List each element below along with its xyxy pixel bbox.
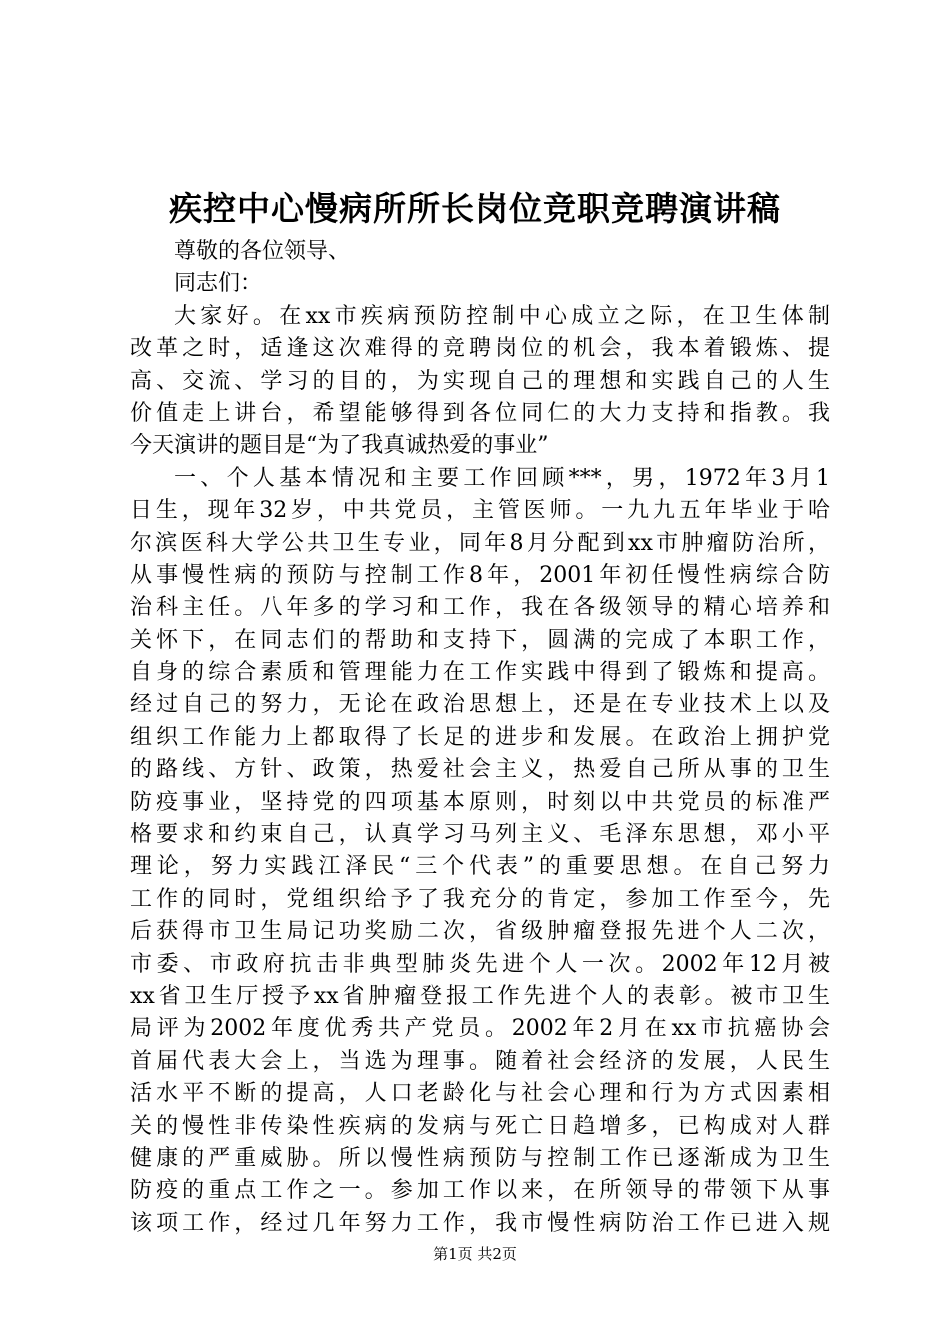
paragraph-line: 防疫的重点工作之一。参加工作以来，在所领导的带领下从事	[130, 1178, 830, 1204]
greeting-line: 同志们：	[174, 271, 263, 297]
paragraph-line: 一、个人基本情况和主要工作回顾***，男，1972年3月1	[174, 465, 830, 491]
paragraph-line: 活水平不断的提高，人口老龄化与社会心理和行为方式因素相	[130, 1081, 830, 1107]
paragraph-line: 自身的综合素质和管理能力在工作实践中得到了锻炼和提高。	[130, 660, 830, 686]
paragraph-line: 健康的严重威胁。所以慢性病预防与控制工作已逐渐成为卫生	[130, 1145, 830, 1171]
paragraph-line: 日生，现年32岁，中共党员，主管医师。一九九五年毕业于哈	[130, 498, 830, 524]
paragraph-line: 经过自己的努力，无论在政治思想上，还是在专业技术上以及	[130, 692, 830, 718]
paragraph-line: 大家好。在xx市疾病预防控制中心成立之际，在卫生体制	[174, 303, 830, 329]
paragraph-line: xx省卫生厅授予xx省肿瘤登报工作先进个人的表彰。被市卫生	[130, 983, 830, 1009]
paragraph-line: 组织工作能力上都取得了长足的进步和发展。在政治上拥护党	[130, 724, 830, 750]
greeting-line: 尊敬的各位领导、	[174, 239, 351, 264]
paragraph-line: 的路线、方针、政策，热爱社会主义，热爱自己所从事的卫生	[130, 757, 830, 783]
paragraph-line: 局评为2002年度优秀共产党员。2002年2月在xx市抗癌协会	[130, 1016, 830, 1042]
paragraph-line: 格要求和约束自己，认真学习马列主义、毛泽东思想，邓小平	[130, 822, 830, 848]
paragraph-line: 价值走上讲台，希望能够得到各位同仁的大力支持和指教。我	[130, 400, 830, 426]
paragraph-line: 后获得市卫生局记功奖励二次，省级肿瘤登报先进个人二次，	[130, 919, 830, 945]
document-body	[130, 236, 830, 1240]
paragraph-line: 今天演讲的题目是“为了我真诚热爱的事业”	[130, 433, 549, 459]
paragraph-line: 关怀下，在同志们的帮助和支持下，圆满的完成了本职工作，	[130, 627, 830, 653]
page-footer: 第1页 共2页	[433, 1245, 517, 1263]
paragraph-line: 防疫事业，坚持党的四项基本原则，时刻以中共党员的标准严	[130, 789, 830, 815]
paragraph-line: 治科主任。八年多的学习和工作，我在各级领导的精心培养和	[130, 595, 830, 621]
paragraph-line: 理论，努力实践江泽民“三个代表”的重要思想。在自己努力	[130, 854, 830, 880]
document-title: 疾控中心慢病所所长岗位竞职竞聘演讲稿	[169, 189, 781, 228]
paragraph-line: 高、交流、学习的目的，为实现自己的理想和实践自己的人生	[130, 368, 830, 394]
paragraph-line: 改革之时，适逢这次难得的竞聘岗位的机会，我本着锻炼、提	[130, 336, 830, 362]
paragraph-line: 尔滨医科大学公共卫生专业，同年8月分配到xx市肿瘤防治所，	[130, 530, 830, 556]
paragraph-line: 市委、市政府抗击非典型肺炎先进个人一次。2002年12月被	[130, 951, 830, 977]
paragraph-line: 关的慢性非传染性疾病的发病与死亡日趋增多，已构成对人群	[130, 1113, 830, 1139]
paragraph-line: 从事慢性病的预防与控制工作8年，2001年初任慢性病综合防	[130, 562, 830, 588]
paragraph-line: 首届代表大会上，当选为理事。随着社会经济的发展，人民生	[130, 1048, 830, 1074]
paragraph-line: 该项工作，经过几年努力工作，我市慢性病防治工作已进入规	[130, 1210, 830, 1236]
paragraph-line: 工作的同时，党组织给予了我充分的肯定，参加工作至今，先	[130, 886, 830, 912]
